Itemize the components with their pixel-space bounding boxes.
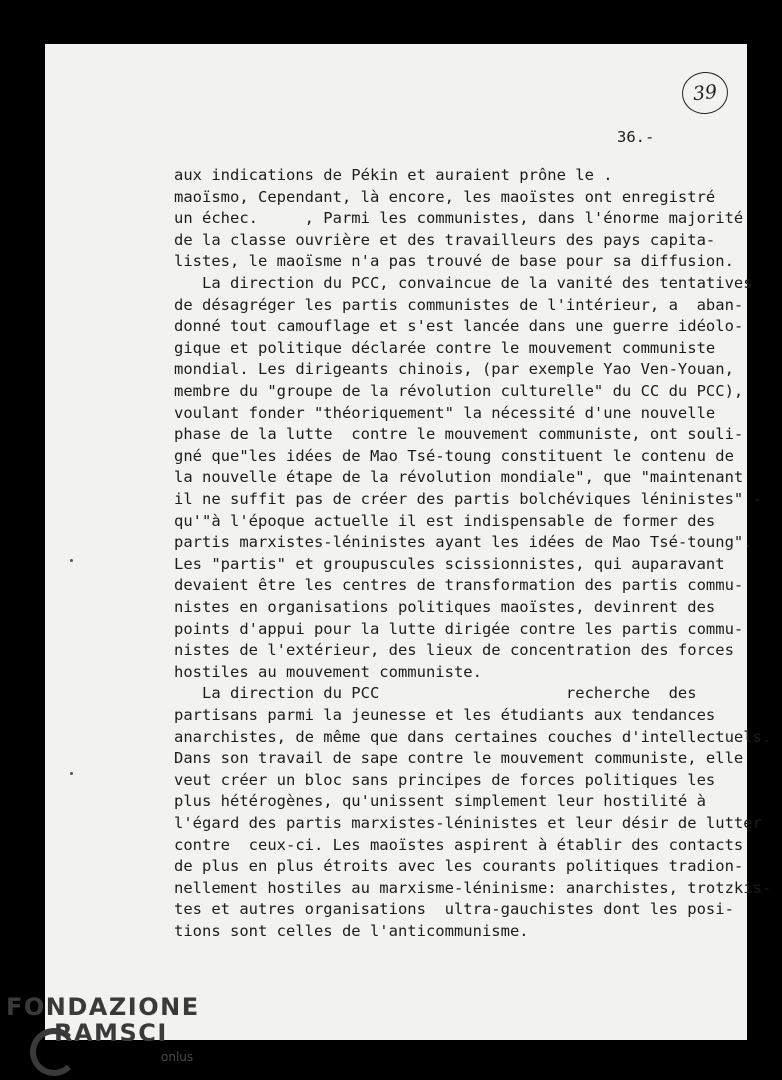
text-line: Les "partis" et groupuscules scissionnistes, qui auparavant (174, 554, 725, 573)
text-line: hostiles au mouvement communiste. (174, 662, 482, 681)
text-line: maoïsmo, Cependant, là encore, les maoïstes ont enregistré (174, 187, 716, 206)
folio-stamp: 39 (680, 70, 730, 117)
text-line: partisans parmi la jeunesse et les étudiants aux tendances (174, 706, 716, 724)
text-line: gné que"les idées de Mao Tsé-toung constituent le contenu de (174, 446, 734, 465)
text-line: anarchistes, de même que dans certaines couches d'intellectuels. (174, 727, 772, 746)
text-line: contre ceux-ci. Les maoïstes aspirent à établir des contacts (174, 835, 744, 854)
text-line: points d'appui pour la lutte dirigée contre les partis commu- (174, 619, 744, 638)
text-line: plus hétérogènes, qu'unissent simplement leur hostilité à (174, 792, 706, 811)
text-line: tes et autres organisations ultra-gauchistes dont les posi- (174, 900, 734, 919)
text-line: un échec. , Parmi les communistes, dans l'énorme majorité (174, 209, 744, 228)
text-line: qu'"à l'époque actuelle il est indispensable de former des (174, 511, 716, 530)
text-line: listes, le maoïsme n'a pas trouvé de base pour sa diffusion. (174, 252, 734, 271)
text-line: partis marxistes-léninistes ayant les idées de Mao Tsé-toung". (174, 533, 753, 552)
text-line: Dans son travail de sape contre le mouvement communiste, elle (174, 749, 744, 768)
text-line: phase de la lutte contre le mouvement communiste, ont souli- (174, 425, 744, 444)
text-line: donné tout camouflage et s'est lancée dans une guerre idéolo- (174, 317, 744, 336)
text-line: tions sont celles de l'anticommunisme. (174, 922, 529, 940)
text-line: voulant fonder "théoriquement" la nécessité d'une nouvelle (174, 403, 716, 422)
logo-line-1: FONDAZIONE (6, 993, 200, 1021)
text-line: devaient être les centres de transformation des partis commu- (174, 576, 744, 595)
text-line: de désagréger les partis communistes de l'intérieur, a aban- (174, 295, 744, 314)
margin-dot (70, 772, 73, 775)
text-line: nistes de l'extérieur, des lieux de concentration des forces (174, 641, 734, 660)
text-line: de la classe ouvrière et des travailleurs des pays capita- (174, 230, 716, 249)
fondazione-logo (6, 994, 200, 1046)
margin-dot (70, 559, 73, 562)
text-line: gique et politique déclarée contre le mouvement communiste (174, 338, 716, 357)
logo-subtitle: onlus (161, 1050, 194, 1064)
text-line: la nouvelle étape de la révolution mondiale", que "maintenant (174, 468, 744, 487)
text-line: il ne suffit pas de créer des partis bolchéviques léninistes" - (174, 490, 762, 508)
text-line: La direction du PCC, convaincue de la vanité des tentatives (174, 274, 753, 292)
logo-line-2: RAMSCI (54, 1019, 168, 1047)
page-number: 36.- (617, 128, 655, 146)
text-line: aux indications de Pékin et auraient prône le . (174, 166, 613, 184)
text-line: de plus en plus étroits avec les courants politiques tradion- (174, 857, 744, 876)
text-line: mondial. Les dirigeants chinois, (par exemple Yao Ven-Youan, (174, 360, 734, 379)
text-line: La direction du PCC recherche des (174, 684, 697, 703)
text-line: nellement hostiles au marxisme-léninisme: anarchistes, trotzkis- (174, 878, 772, 897)
text-line: veut créer un bloc sans principes de forces politiques les (174, 770, 716, 789)
text-line: membre du "groupe de la révolution culturelle" du CC du PCC), (174, 382, 744, 400)
text-line: l'égard des partis marxistes-léninistes et leur désir de lutter (174, 814, 762, 832)
text-line: nistes en organisations politiques maoïstes, devinrent des (174, 598, 716, 616)
